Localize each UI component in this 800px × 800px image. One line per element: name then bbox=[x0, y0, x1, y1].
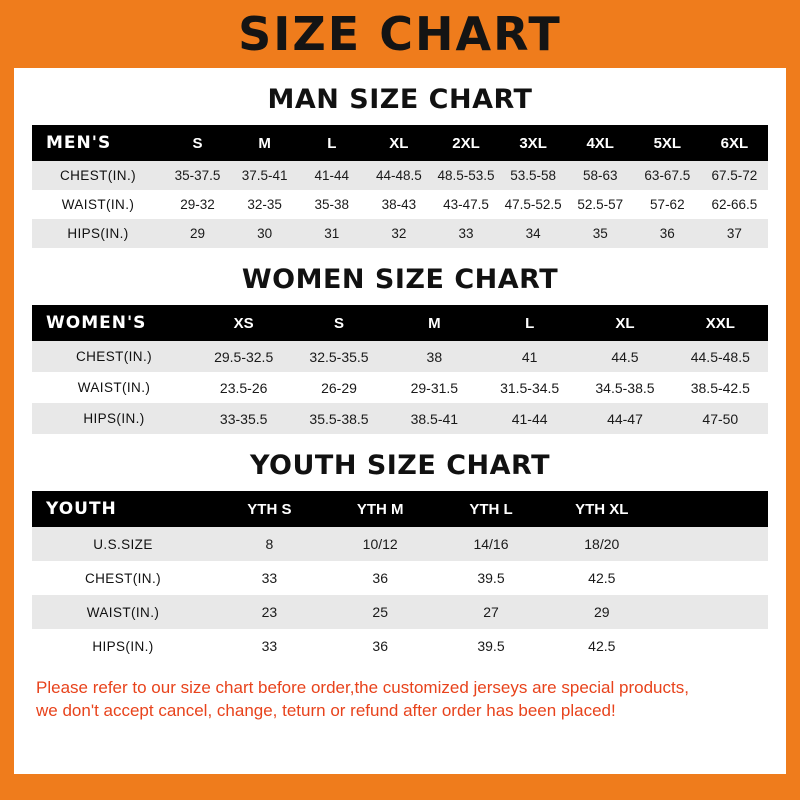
women-r1-c5: 38.5-42.5 bbox=[673, 372, 768, 403]
women-row-1-label: WAIST(IN.) bbox=[32, 372, 196, 403]
youth-table-head bbox=[32, 491, 768, 527]
table-row bbox=[32, 372, 768, 403]
banner bbox=[14, 0, 786, 68]
youth-r2-c2: 27 bbox=[436, 595, 547, 629]
women-col-1: S bbox=[291, 305, 386, 341]
table-row bbox=[32, 595, 768, 629]
youth-r2-c4 bbox=[657, 595, 768, 629]
women-r0-c1: 32.5-35.5 bbox=[291, 341, 386, 372]
table-row bbox=[32, 403, 768, 434]
men-r1-c0: 29-32 bbox=[164, 190, 231, 219]
men-col-3: XL bbox=[365, 125, 432, 161]
youth-row-2-label: WAIST(IN.) bbox=[32, 595, 214, 629]
youth-r3-c2: 39.5 bbox=[436, 629, 547, 663]
women-r1-c0: 23.5-26 bbox=[196, 372, 291, 403]
women-col-0: XS bbox=[196, 305, 291, 341]
youth-r1-c4 bbox=[657, 561, 768, 595]
men-r1-c5: 47.5-52.5 bbox=[500, 190, 567, 219]
men-row-0-label: CHEST(IN.) bbox=[32, 161, 164, 190]
order-policy-note-line1: Please refer to our size chart before order,the customized jerseys are special products, bbox=[36, 678, 689, 697]
youth-row-3-label: HIPS(IN.) bbox=[32, 629, 214, 663]
women-r0-c5: 44.5-48.5 bbox=[673, 341, 768, 372]
table-row bbox=[32, 629, 768, 663]
table-row bbox=[32, 190, 768, 219]
men-r2-c8: 37 bbox=[701, 219, 768, 248]
table-header-row bbox=[32, 125, 768, 161]
youth-col-2: YTH L bbox=[436, 491, 547, 527]
youth-r3-c0: 33 bbox=[214, 629, 325, 663]
youth-r1-c0: 33 bbox=[214, 561, 325, 595]
youth-table-body bbox=[32, 527, 768, 663]
women-r2-c0: 33-35.5 bbox=[196, 403, 291, 434]
men-col-6: 4XL bbox=[567, 125, 634, 161]
men-r1-c1: 32-35 bbox=[231, 190, 298, 219]
content bbox=[14, 84, 786, 723]
women-r0-c4: 44.5 bbox=[577, 341, 672, 372]
men-r2-c2: 31 bbox=[298, 219, 365, 248]
men-r2-c1: 30 bbox=[231, 219, 298, 248]
bottom-accent-strip bbox=[0, 774, 800, 800]
women-table-head bbox=[32, 305, 768, 341]
women-r2-c5: 47-50 bbox=[673, 403, 768, 434]
youth-r0-c0: 8 bbox=[214, 527, 325, 561]
men-r2-c0: 29 bbox=[164, 219, 231, 248]
women-col-3: L bbox=[482, 305, 577, 341]
men-col-0: S bbox=[164, 125, 231, 161]
men-r2-c6: 35 bbox=[567, 219, 634, 248]
table-row bbox=[32, 219, 768, 248]
men-r0-c0: 35-37.5 bbox=[164, 161, 231, 190]
youth-col-0: YTH S bbox=[214, 491, 325, 527]
men-r1-c8: 62-66.5 bbox=[701, 190, 768, 219]
men-r0-c6: 58-63 bbox=[567, 161, 634, 190]
section-title-women: WOMEN SIZE CHART bbox=[241, 264, 559, 295]
men-r0-c7: 63-67.5 bbox=[634, 161, 701, 190]
section-title-men: MAN SIZE CHART bbox=[267, 84, 533, 115]
order-policy-note-line2: we don't accept cancel, change, teturn or refund after order has been placed! bbox=[36, 700, 616, 720]
men-col-5: 3XL bbox=[500, 125, 567, 161]
youth-r1-c1: 36 bbox=[325, 561, 436, 595]
men-r2-c4: 33 bbox=[432, 219, 499, 248]
women-row-2-label: HIPS(IN.) bbox=[32, 403, 196, 434]
youth-r0-c3: 18/20 bbox=[546, 527, 657, 561]
youth-r3-c3: 42.5 bbox=[546, 629, 657, 663]
youth-r2-c3: 29 bbox=[546, 595, 657, 629]
men-row-1-label: WAIST(IN.) bbox=[32, 190, 164, 219]
youth-r0-c4 bbox=[657, 527, 768, 561]
order-policy-note bbox=[36, 677, 764, 723]
men-r1-c2: 35-38 bbox=[298, 190, 365, 219]
table-row bbox=[32, 341, 768, 372]
youth-r3-c1: 36 bbox=[325, 629, 436, 663]
table-row bbox=[32, 161, 768, 190]
women-r2-c1: 35.5-38.5 bbox=[291, 403, 386, 434]
men-r0-c5: 53.5-58 bbox=[500, 161, 567, 190]
women-r1-c3: 31.5-34.5 bbox=[482, 372, 577, 403]
table-row bbox=[32, 561, 768, 595]
women-size-table bbox=[32, 305, 768, 434]
men-r0-c2: 41-44 bbox=[298, 161, 365, 190]
youth-col-1: YTH M bbox=[325, 491, 436, 527]
women-row-0-label: CHEST(IN.) bbox=[32, 341, 196, 372]
youth-r2-c0: 23 bbox=[214, 595, 325, 629]
men-r0-c8: 67.5-72 bbox=[701, 161, 768, 190]
table-row bbox=[32, 527, 768, 561]
men-r0-c1: 37.5-41 bbox=[231, 161, 298, 190]
men-size-table bbox=[32, 125, 768, 248]
youth-col-3: YTH XL bbox=[546, 491, 657, 527]
men-head-label: MEN'S bbox=[32, 125, 164, 161]
men-col-2: L bbox=[298, 125, 365, 161]
men-r2-c3: 32 bbox=[365, 219, 432, 248]
women-r2-c2: 38.5-41 bbox=[387, 403, 482, 434]
men-row-2-label: HIPS(IN.) bbox=[32, 219, 164, 248]
men-r1-c6: 52.5-57 bbox=[567, 190, 634, 219]
women-col-5: XXL bbox=[673, 305, 768, 341]
women-r2-c3: 41-44 bbox=[482, 403, 577, 434]
men-col-1: M bbox=[231, 125, 298, 161]
men-table-body bbox=[32, 161, 768, 248]
men-col-4: 2XL bbox=[432, 125, 499, 161]
women-col-2: M bbox=[387, 305, 482, 341]
youth-col-4 bbox=[657, 491, 768, 527]
men-r2-c5: 34 bbox=[500, 219, 567, 248]
women-r0-c0: 29.5-32.5 bbox=[196, 341, 291, 372]
youth-r0-c1: 10/12 bbox=[325, 527, 436, 561]
section-title-youth: YOUTH SIZE CHART bbox=[249, 450, 551, 481]
women-r0-c3: 41 bbox=[482, 341, 577, 372]
youth-r1-c2: 39.5 bbox=[436, 561, 547, 595]
men-r0-c4: 48.5-53.5 bbox=[432, 161, 499, 190]
table-header-row bbox=[32, 305, 768, 341]
men-r1-c4: 43-47.5 bbox=[432, 190, 499, 219]
women-table-body bbox=[32, 341, 768, 434]
women-r1-c4: 34.5-38.5 bbox=[577, 372, 672, 403]
women-r1-c1: 26-29 bbox=[291, 372, 386, 403]
youth-r0-c2: 14/16 bbox=[436, 527, 547, 561]
youth-r1-c3: 42.5 bbox=[546, 561, 657, 595]
women-col-4: XL bbox=[577, 305, 672, 341]
men-r2-c7: 36 bbox=[634, 219, 701, 248]
youth-row-0-label: U.S.SIZE bbox=[32, 527, 214, 561]
women-head-label: WOMEN'S bbox=[32, 305, 196, 341]
page-title: SIZE CHART bbox=[238, 7, 562, 61]
men-r0-c3: 44-48.5 bbox=[365, 161, 432, 190]
youth-head-label: YOUTH bbox=[32, 491, 214, 527]
women-r1-c2: 29-31.5 bbox=[387, 372, 482, 403]
youth-r3-c4 bbox=[657, 629, 768, 663]
men-r1-c3: 38-43 bbox=[365, 190, 432, 219]
youth-r2-c1: 25 bbox=[325, 595, 436, 629]
men-table-head bbox=[32, 125, 768, 161]
table-header-row bbox=[32, 491, 768, 527]
men-r1-c7: 57-62 bbox=[634, 190, 701, 219]
men-col-8: 6XL bbox=[701, 125, 768, 161]
women-r0-c2: 38 bbox=[387, 341, 482, 372]
youth-row-1-label: CHEST(IN.) bbox=[32, 561, 214, 595]
men-col-7: 5XL bbox=[634, 125, 701, 161]
youth-size-table bbox=[32, 491, 768, 663]
women-r2-c4: 44-47 bbox=[577, 403, 672, 434]
